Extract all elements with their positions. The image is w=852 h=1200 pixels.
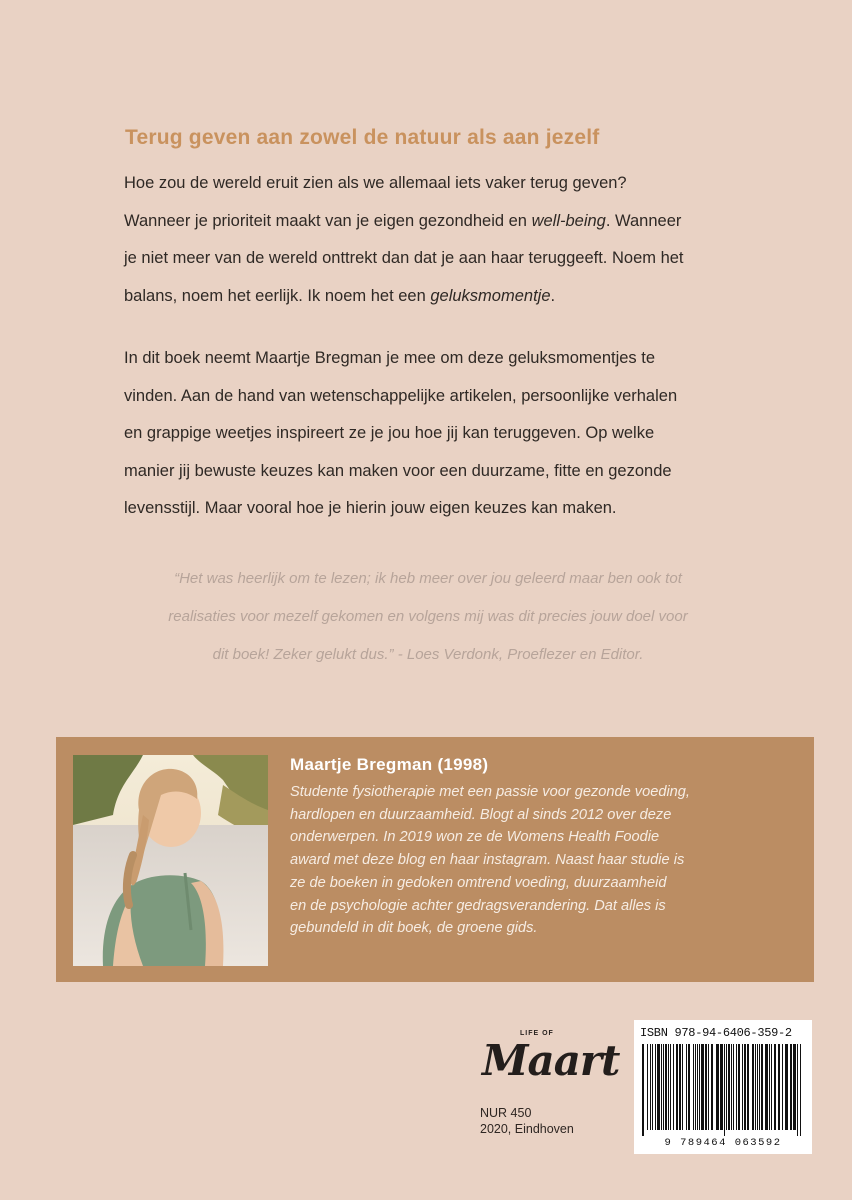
bio-line: ze de boeken in gedoken omtrend voeding, duurzaamheid [290,874,667,891]
barcode-bar [701,1044,704,1130]
bio-line: gebundeld in dit boek, de groene gids. [290,920,538,937]
text-line: balans, noem het eerlijk. Ik noem het een geluksmomentje. [124,286,556,305]
barcode-bar [652,1044,653,1130]
book-description-paragraph [124,340,754,528]
publication-year-place: 2020, Eindhoven [480,1122,574,1136]
nur-code: NUR 450 [480,1106,532,1120]
barcode-bar [747,1044,749,1130]
author-bio-box [56,737,814,982]
author-bio-text [290,781,808,940]
intro-paragraph [124,165,754,315]
barcode-bar [661,1044,662,1130]
barcode-bar [765,1044,768,1130]
barcode-bar [699,1044,700,1130]
barcode-bars [640,1044,806,1136]
barcode-bar [752,1044,754,1130]
emphasis-text: geluksmomentje [430,286,551,305]
isbn-label: ISBN 978-94-6406-359-2 [640,1026,792,1040]
barcode-bar [697,1044,698,1130]
barcode-bar [736,1044,737,1130]
publisher-logo-wordmark: Maart [482,1036,620,1085]
text-line: Wanneer je prioriteit maakt van je eigen gezondheid en well-being. Wanneer [124,211,682,230]
barcode-bar [679,1044,681,1130]
bio-line: award met deze blog en haar instagram. Naast haar studie is [290,852,685,869]
barcode-bar [688,1044,690,1130]
barcode-bar [782,1044,783,1130]
barcode-bar [720,1044,723,1130]
quote-line: dit boek! Zeker gelukt dus.” - Loes Verdonk, Proeflezer en Editor. [212,646,644,663]
emphasis-text: well-being [531,211,606,230]
barcode-bar [711,1044,713,1130]
barcode-bar [665,1044,667,1130]
barcode-bar [670,1044,671,1130]
barcode-bar [738,1044,740,1130]
barcode-bar [686,1044,687,1130]
barcode-bar [761,1044,763,1130]
text-line: vinden. Aan de hand van wetenschappelijke artikelen, persoonlijke verhalen [124,386,678,405]
barcode-bar [695,1044,696,1130]
barcode-bar [742,1044,743,1130]
bio-line: Studente fysiotherapie met een passie voor gezonde voeding, [290,784,690,800]
barcode-bar [676,1044,678,1130]
barcode-bar [673,1044,674,1130]
barcode-bar [647,1044,648,1130]
barcode-bar [708,1044,709,1130]
text-line: Hoe zou de wereld eruit zien als we allemaal iets vaker terug geven? [124,174,627,192]
barcode-bar [755,1044,756,1130]
publisher-logo [482,1030,620,1090]
barcode-bar [668,1044,669,1130]
barcode-bar [778,1044,780,1130]
barcode-bar [733,1044,734,1130]
barcode-bar [693,1044,694,1130]
barcode-bar [731,1044,732,1130]
bio-line: onderwerpen. In 2019 won ze de Womens Health Foodie [290,829,660,846]
barcode-bar [716,1044,719,1130]
barcode-bar [774,1044,776,1130]
barcode-bar [724,1044,725,1136]
barcode-bar [655,1044,656,1130]
barcode-digits: 9 789464 063592 [664,1137,782,1149]
barcode-bar [650,1044,651,1130]
barcode-bar [800,1044,801,1136]
barcode-bar [642,1044,644,1136]
barcode-bar [793,1044,796,1130]
author-name: Maartje Bregman (1998) [290,755,489,774]
bio-line: hardlopen en duurzaamheid. Blogt al sinds 2012 over deze [290,806,672,823]
isbn-barcode [634,1020,812,1154]
text-line: levensstijl. Maar vooral hoe je hierin jouw eigen keuzes kan maken. [124,499,617,517]
text-line: je niet meer van de wereld onttrekt dan dat je aan haar teruggeeft. Noem het [124,249,684,267]
cover-heading: Terug geven aan zowel de natuur als aan jezelf [125,126,600,149]
text-line: manier jij bewuste keuzes kan maken voor een duurzame, fitte en gezonde [124,461,672,480]
reviewer-quote [118,560,738,674]
barcode-bar [785,1044,788,1130]
barcode-bar [663,1044,664,1130]
barcode-bar [744,1044,746,1130]
barcode-bar [759,1044,760,1130]
quote-line: realisaties voor mezelf gekomen en volgens mij was dit precies jouw doel voor [168,608,688,625]
quote-line: “Het was heerlijk om te lezen; ik heb meer over jou geleerd maar ben ook tot [174,570,682,587]
text-line: en grappige weetjes inspireert ze je jou hoe jij kan teruggeven. Op welke [124,424,655,442]
barcode-bar [771,1044,772,1130]
barcode-bar [657,1044,660,1130]
barcode-bar [728,1044,730,1130]
publisher-logo-small: LIFE OF [520,1030,554,1037]
barcode-bar [797,1044,798,1136]
barcode-bar [726,1044,727,1130]
barcode-bar [682,1044,683,1130]
author-photo [73,755,268,966]
barcode-bar [757,1044,758,1130]
barcode-bar [705,1044,707,1130]
bio-line: en de psychologie achter gedragsverandering. Dat alles is [290,897,666,914]
text-line: In dit boek neemt Maartje Bregman je mee om deze geluksmomentjes te [124,349,656,367]
barcode-bar [769,1044,770,1130]
barcode-bar [790,1044,792,1130]
